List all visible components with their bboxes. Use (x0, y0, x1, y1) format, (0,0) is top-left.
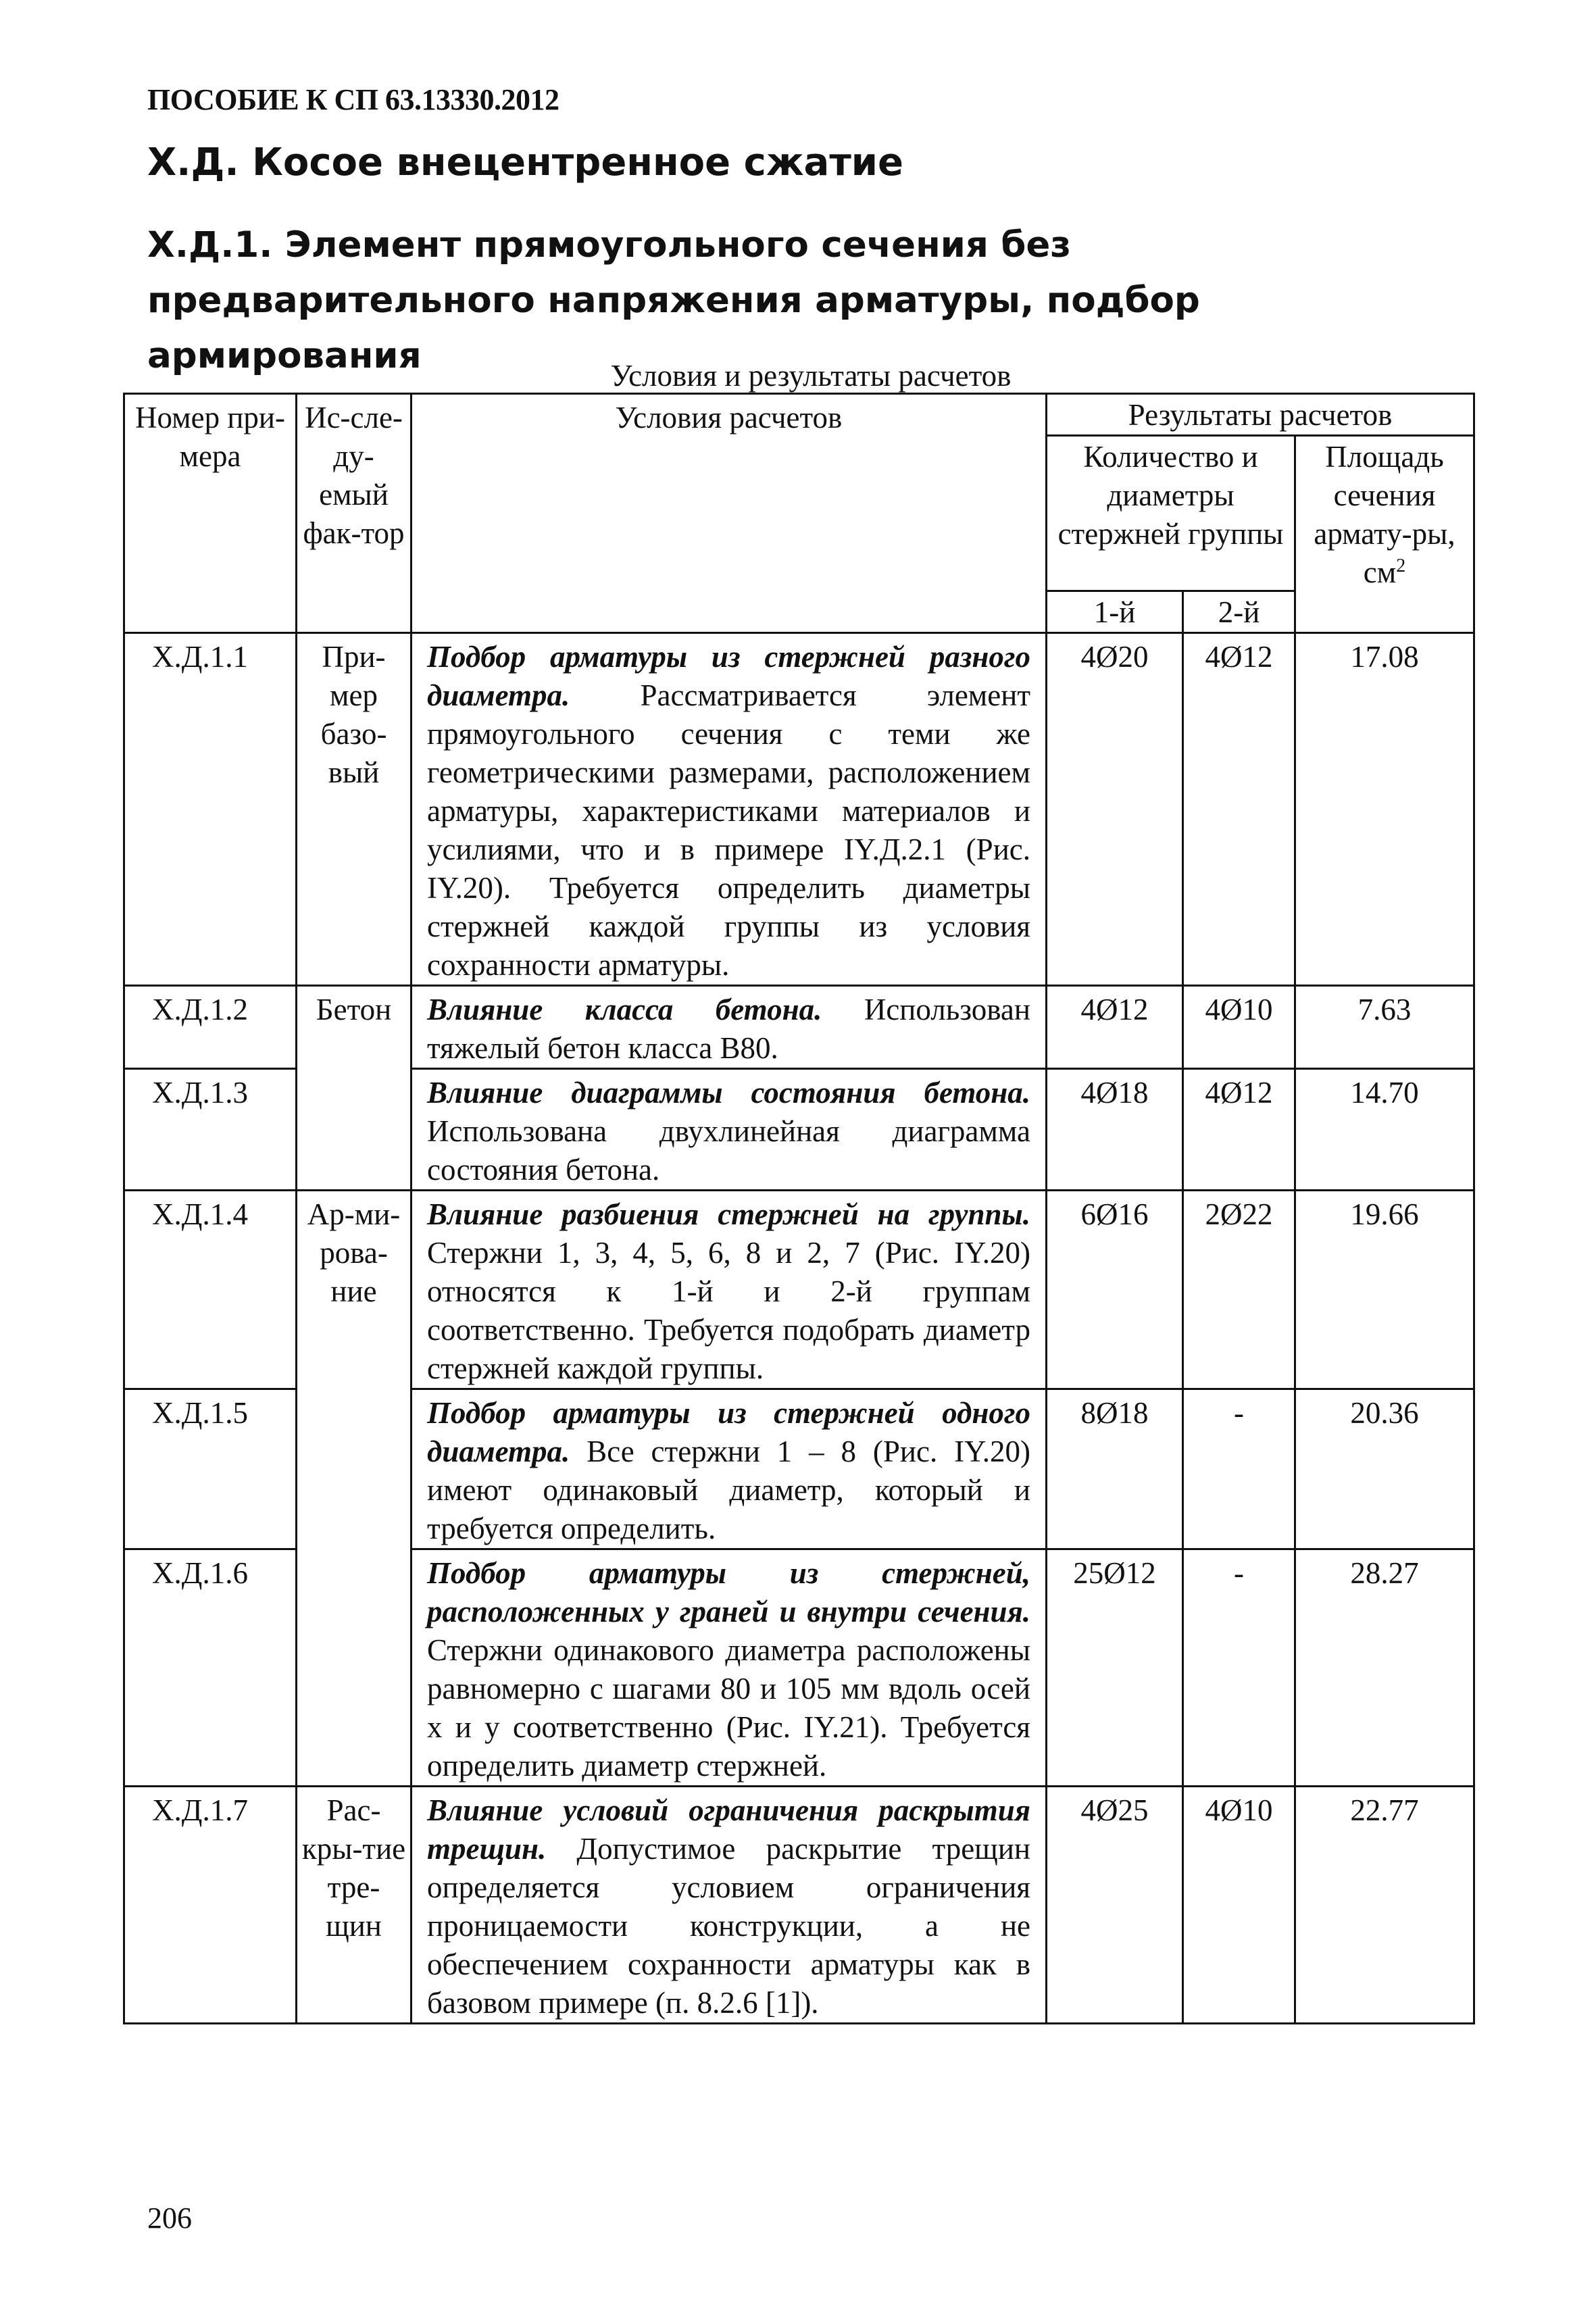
row-group1: 8Ø18 (1047, 1389, 1183, 1549)
row-factor: Бетон (297, 986, 412, 1069)
row-group2: 4Ø12 (1183, 633, 1295, 986)
row-group1: 6Ø16 (1047, 1191, 1183, 1389)
page-number: 206 (147, 2201, 192, 2235)
header-factor: Ис-сле-ду-емый фак-тор (297, 394, 412, 633)
row-group2: - (1183, 1549, 1295, 1787)
row-group1: 25Ø12 (1047, 1549, 1183, 1787)
table-row (124, 1191, 1474, 1389)
row-text: Стержни одинакового диаметра расположены равномерно с шагами 80 и 105 мм вдоль осей x и y соответственно (Рис. IY.21). Требуется определить диаметр стержней. (427, 1633, 1030, 1783)
header-bars: Количество и диаметры стержней группы (1047, 436, 1295, 591)
header-area (1295, 436, 1474, 633)
row-factor: При-мер базо-вый (297, 633, 412, 986)
row-conditions (412, 633, 1047, 986)
row-area: 20.36 (1295, 1389, 1474, 1549)
row-lead: Влияние класса бетона. (427, 993, 822, 1026)
table-row (124, 1069, 1474, 1191)
row-factor: Ар-ми-рова-ние (297, 1191, 412, 1389)
row-lead: Влияние разбиения стержней на группы. (427, 1197, 1030, 1231)
row-conditions (412, 1389, 1047, 1549)
row-group2: 4Ø10 (1183, 1787, 1295, 2024)
row-number: Х.Д.1.4 (124, 1191, 297, 1389)
row-conditions (412, 1069, 1047, 1191)
row-group1: 4Ø25 (1047, 1787, 1183, 2024)
row-area: 19.66 (1295, 1191, 1474, 1389)
row-number: Х.Д.1.5 (124, 1389, 297, 1549)
section-title: Х.Д. Косое внецентренное сжатие (147, 141, 904, 184)
row-factor (297, 1069, 412, 1191)
table-header-row (124, 394, 1474, 436)
header-group1: 1-й (1047, 591, 1183, 633)
row-group1: 4Ø18 (1047, 1069, 1183, 1191)
results-table (123, 393, 1475, 2024)
row-lead: Подбор арматуры из стержней одного диаметра. (427, 1396, 1030, 1468)
row-number: Х.Д.1.2 (124, 986, 297, 1069)
row-conditions (412, 1191, 1047, 1389)
subsection-title: Х.Д.1. Элемент прямоугольного сечения без предварительного напряжения арматуры, подбор армирования (147, 224, 1200, 376)
row-conditions (412, 986, 1047, 1069)
header-results: Результаты расчетов (1047, 394, 1474, 436)
row-area: 7.63 (1295, 986, 1474, 1069)
header-group2: 2-й (1183, 591, 1295, 633)
row-lead: Влияние диаграммы состояния бетона. (427, 1076, 1030, 1110)
row-text: Использована двухлинейная диаграмма состояния бетона. (427, 1114, 1030, 1187)
row-conditions (412, 1549, 1047, 1787)
row-number: Х.Д.1.1 (124, 633, 297, 986)
row-factor: Рас-кры-тие тре-щин (297, 1787, 412, 2024)
row-factor (297, 1389, 412, 1549)
row-group1: 4Ø20 (1047, 633, 1183, 986)
row-group1: 4Ø12 (1047, 986, 1183, 1069)
header-conditions: Условия расчетов (412, 394, 1047, 633)
row-lead: Влияние условий ограничения раскрытия трещин. (427, 1793, 1030, 1866)
row-area: 14.70 (1295, 1069, 1474, 1191)
row-text: Использован тяжелый бетон класса В80. (427, 993, 1030, 1065)
document-header: ПОСОБИЕ К СП 63.13330.2012 (147, 83, 559, 116)
row-area: 22.77 (1295, 1787, 1474, 2024)
row-group2: - (1183, 1389, 1295, 1549)
row-number: Х.Д.1.3 (124, 1069, 297, 1191)
row-text: Рассматривается элемент прямоугольного сечения с теми же геометрическими размерами, расположением арматуры, характеристиками материалов и усилиями, что и в примере IY.Д.2.1 (Рис. IY.20). Требуется определить диаметры стержней каждой группы из условия сохранности арматуры. (427, 678, 1030, 982)
row-area: 28.27 (1295, 1549, 1474, 1787)
table-caption: Условия и результаты расчетов (610, 359, 1012, 393)
row-lead: Подбор арматуры из стержней, расположенных у граней и внутри сечения. (427, 1556, 1030, 1628)
row-lead: Подбор арматуры из стержней разного диаметра. (427, 640, 1030, 712)
row-group2: 4Ø10 (1183, 986, 1295, 1069)
header-area-sup: 2 (1396, 555, 1406, 576)
row-factor (297, 1549, 412, 1787)
row-group2: 2Ø22 (1183, 1191, 1295, 1389)
row-number: Х.Д.1.6 (124, 1549, 297, 1787)
row-conditions (412, 1787, 1047, 2024)
row-text: Стержни 1, 3, 4, 5, 6, 8 и 2, 7 (Рис. IY.20) относятся к 1-й и 2-й группам соответственно. Требуется подобрать диаметр стержней каждой группы. (427, 1236, 1030, 1385)
row-text: Все стержни 1 – 8 (Рис. IY.20) имеют одинаковый диаметр, который и требуется определить. (427, 1435, 1030, 1545)
header-number: Номер при-мера (124, 394, 297, 633)
table-row (124, 1787, 1474, 2024)
row-area: 17.08 (1295, 633, 1474, 986)
row-text: Допустимое раскрытие трещин определяется условием ограничения проницаемости конструкции, а не обеспечением сохранности арматуры как в базовом примере (п. 8.2.6 [1]). (427, 1832, 1030, 2020)
table-row (124, 633, 1474, 986)
table-row (124, 1549, 1474, 1787)
table-row (124, 1389, 1474, 1549)
table-row (124, 986, 1474, 1069)
row-number: Х.Д.1.7 (124, 1787, 297, 2024)
row-group2: 4Ø12 (1183, 1069, 1295, 1191)
header-area-text: Площадь сечения армату-ры, см (1314, 440, 1455, 589)
